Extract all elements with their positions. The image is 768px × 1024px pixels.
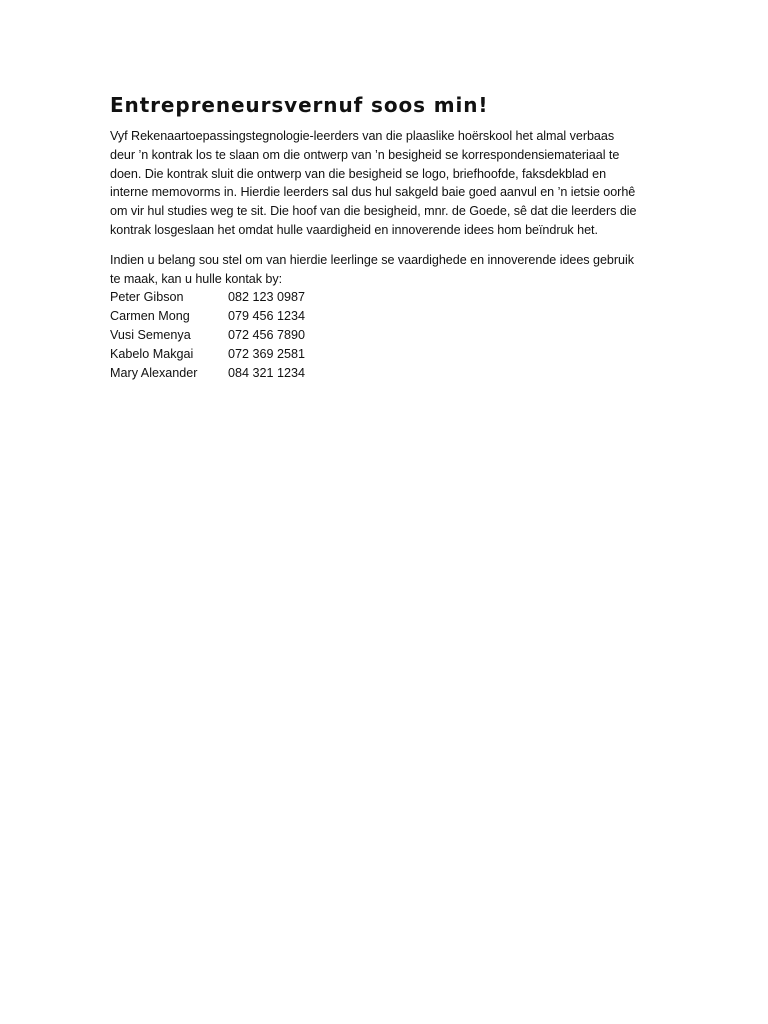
document-title: Entrepreneursvernuf soos min!	[110, 93, 489, 117]
contact-row	[110, 307, 666, 326]
contact-phone: 082 123 0987	[228, 290, 306, 305]
contact-name: Carmen Mong	[110, 309, 190, 324]
contact-phone: 072 456 7890	[228, 327, 306, 342]
contact-name: Mary Alexander	[110, 365, 198, 380]
contact-name: Vusi Semenya	[110, 327, 191, 342]
contact-phone: 072 369 2581	[228, 346, 306, 361]
paragraph-line: deur ’n kontrak los te slaan om die ontwerp van ’n besigheid se korrespondensiemateriaal te	[110, 147, 620, 162]
contact-phone: 079 456 1234	[228, 309, 306, 324]
contact-name: Kabelo Makgai	[110, 346, 194, 361]
paragraph-line: Vyf Rekenaartoepassingstegnologie-leerders van die plaaslike hoërskool het almal verbaas	[110, 129, 615, 143]
contact-list	[110, 288, 666, 382]
contact-intro-paragraph	[110, 251, 666, 289]
contact-row	[110, 345, 666, 364]
contact-row	[110, 364, 666, 383]
contact-phone: 084 321 1234	[228, 365, 306, 380]
intro-paragraph	[110, 127, 666, 240]
contact-row	[110, 288, 666, 307]
paragraph-line: interne memovorms in. Hierdie leerders sal dus hul sakgeld baie goed aanvul en ’n ietsie oorhê	[110, 185, 636, 200]
paragraph-line: doen. Die kontrak sluit die ontwerp van die besigheid se logo, briefhoofde, faksdekblad en	[110, 166, 607, 181]
document-body	[110, 90, 666, 382]
contact-name: Peter Gibson	[110, 290, 184, 305]
paragraph-line: kontrak losgeslaan het omdat hulle vaardigheid en innoverende idees hom beïndruk het.	[110, 222, 598, 237]
paragraph-line: te maak, kan u hulle kontak by:	[110, 271, 283, 286]
paragraph-line: Indien u belang sou stel om van hierdie leerlinge se vaardighede en innoverende idees gebruik	[110, 252, 634, 267]
paragraph-line: om vir hul studies weg te sit. Die hoof van die besigheid, mnr. de Goede, sê dat die leerders die	[110, 204, 637, 219]
contact-row	[110, 326, 666, 345]
